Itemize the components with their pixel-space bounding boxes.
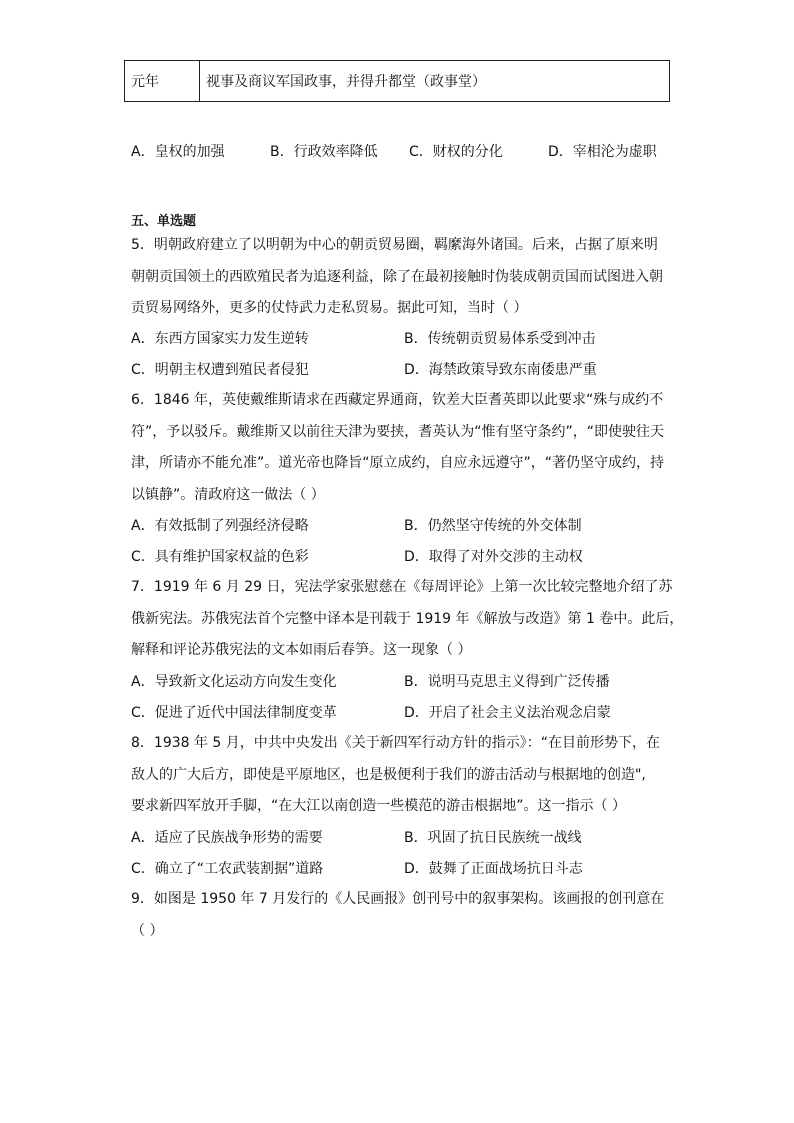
previous-question-table <box>124 60 670 102</box>
option-c[interactable]: C．财权的分化 <box>409 144 503 160</box>
table-cell-year: 元年 <box>125 61 200 102</box>
question-line: 要求新四军放开手脚，“在大江以南创造一些模范的游击根据地”。这一指示（ ） <box>131 798 626 814</box>
option-a[interactable]: A．适应了民族战争形势的需要 <box>131 829 323 846</box>
option-d[interactable]: D．海禁政策导致东南倭患严重 <box>404 361 597 378</box>
option-d[interactable]: D．宰相沦为虚职 <box>548 144 657 160</box>
question-line: 敌人的广大后方，即使是平原地区，也是极便利于我们的游击活动与根据地的创造", <box>131 766 646 783</box>
question-4-options <box>131 141 691 161</box>
question-line: 朝朝贡国领土的西欧殖民者为追逐利益，除了在最初接触时伪装成朝贡国而试图进入朝 <box>131 268 663 285</box>
question-line: 津，所请亦不能允准”。道光帝也降旨“原立成约，自应永远遵守”，“著仍坚守成约，持 <box>131 455 665 471</box>
question-line: 俄新宪法。苏俄宪法首个完整中译本是刊载于 1919 年《解放与改造》第 1 卷中。此后， <box>131 610 684 627</box>
option-d[interactable]: D．取得了对外交涉的主动权 <box>404 548 583 565</box>
table-row <box>125 61 670 102</box>
section-title: 五、单选题 <box>131 214 197 229</box>
option-c[interactable]: C．促进了近代中国法律制度变革 <box>131 704 337 721</box>
question-line: 以镇静”。清政府这一做法（ ） <box>131 486 325 503</box>
question-8-stem <box>131 728 677 823</box>
question-line: 解释和评论苏俄宪法的文本如雨后春笋。这一现象（ ） <box>131 642 472 658</box>
question-line: 6．1846 年，英使戴维斯请求在西藏定界通商，钦差大臣耆英即以此要求“殊与成约不 <box>131 392 664 408</box>
question-6-options <box>131 509 677 571</box>
option-d[interactable]: D．开启了社会主义法治观念启蒙 <box>404 704 611 721</box>
option-a[interactable]: A．皇权的加强 <box>131 144 225 160</box>
option-b[interactable]: B．行政效率降低 <box>270 144 378 160</box>
question-7-stem <box>131 572 684 667</box>
option-d[interactable]: D．鼓舞了正面战场抗日斗志 <box>404 860 583 877</box>
option-b[interactable]: B．巩固了抗日民族统一战线 <box>404 829 582 846</box>
question-7-options <box>131 665 677 727</box>
question-line: 7．1919 年 6 月 29 日，宪法学家张慰慈在《每周评论》上第一次比较完整地介绍了苏 <box>131 579 673 595</box>
option-a[interactable]: A．东西方国家实力发生逆转 <box>131 330 309 347</box>
option-c[interactable]: C．确立了“工农武装割据”道路 <box>131 860 324 877</box>
question-line: （ ） <box>131 922 164 939</box>
question-9-stem <box>131 884 677 947</box>
option-b[interactable]: B．说明马克思主义得到广泛传播 <box>404 673 610 690</box>
option-a[interactable]: A．有效抵制了列强经济侵略 <box>131 517 309 534</box>
option-c[interactable]: C．具有维护国家权益的色彩 <box>131 548 309 565</box>
question-line: 9．如图是 1950 年 7 月发行的《人民画报》创刊号中的叙事架构。该画报的创刊意在 <box>131 891 665 907</box>
question-6-stem <box>131 385 677 511</box>
question-8-options <box>131 821 677 883</box>
question-5-options <box>131 322 677 384</box>
question-line: 5．明朝政府建立了以明朝为中心的朝贡贸易圈，羁縻海外诸国。后来，占据了原来明 <box>131 237 658 253</box>
table-cell-description: 视事及商议军国政事，并得升都堂（政事堂） <box>200 61 670 102</box>
question-5-stem <box>131 230 677 325</box>
option-b[interactable]: B．仍然坚守传统的外交体制 <box>404 517 582 534</box>
option-b[interactable]: B．传统朝贡贸易体系受到冲击 <box>404 330 596 347</box>
question-line: 贡贸易网络外，更多的仗恃武力走私贸易。据此可知，当时（ ） <box>131 300 528 316</box>
question-line: 符”，予以驳斥。戴维斯又以前往天津为要挟，耆英认为“惟有坚守条约”，“即使驶往天 <box>131 423 665 440</box>
question-line: 8．1938 年 5 月，中共中央发出《关于新四军行动方针的指示》：“在目前形势下，在 <box>131 735 661 751</box>
option-a[interactable]: A．导致新文化运动方向发生变化 <box>131 673 337 690</box>
option-c[interactable]: C．明朝主权遭到殖民者侵犯 <box>131 361 309 378</box>
